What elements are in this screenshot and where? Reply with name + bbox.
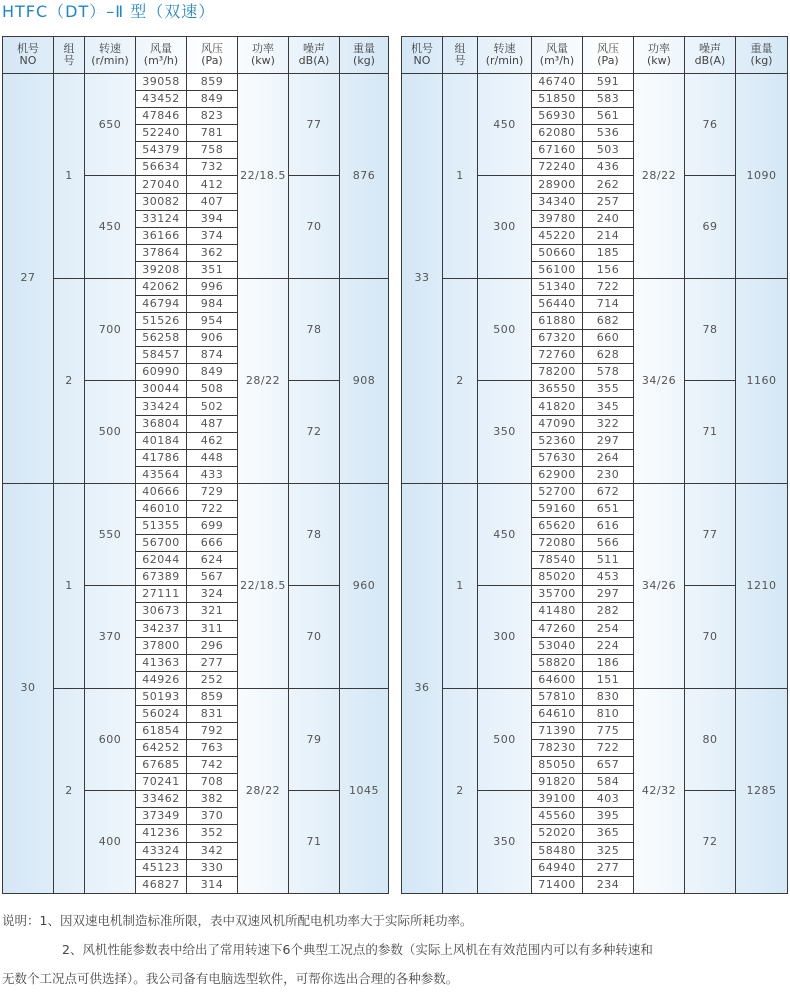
header-pressure: 风压 (Pa) — [583, 37, 634, 74]
pressure-cell: 355 — [583, 381, 634, 398]
flow-cell: 56024 — [136, 705, 187, 722]
flow-cell: 67685 — [136, 757, 187, 774]
weight-cell: 1210 — [736, 483, 788, 688]
flow-cell: 41236 — [136, 825, 187, 842]
flow-cell: 72240 — [532, 159, 583, 176]
pressure-cell: 874 — [187, 347, 238, 364]
pressure-cell: 831 — [187, 705, 238, 722]
pressure-cell: 758 — [187, 142, 238, 159]
pressure-cell: 151 — [583, 671, 634, 688]
flow-cell: 36550 — [532, 381, 583, 398]
flow-cell: 44926 — [136, 671, 187, 688]
flow-cell: 71400 — [532, 876, 583, 893]
pressure-cell: 277 — [187, 654, 238, 671]
note-line-1: 说明：1、因双速电机制造标准所限，表中双速风机所配电机功率大于实际所耗功率。 — [2, 913, 473, 928]
power-cell: 22/18.5 — [238, 74, 289, 279]
weight-cell: 960 — [340, 483, 389, 688]
note-line-2: 2、风机性能参数表中给出了常用转速下6个典型工况点的参数（实际上风机在有效范围内可以有多种转速和 — [62, 942, 653, 957]
power-cell: 42/32 — [634, 688, 685, 893]
speed-cell: 500 — [478, 278, 532, 380]
flow-cell: 58457 — [136, 347, 187, 364]
flow-cell: 42062 — [136, 278, 187, 295]
pressure-cell: 382 — [187, 791, 238, 808]
pressure-cell: 394 — [187, 210, 238, 227]
flow-cell: 28900 — [532, 176, 583, 193]
header-flow: 风量 (m³/h) — [532, 37, 583, 74]
machine-no-cell: 36 — [402, 483, 443, 893]
flow-cell: 64600 — [532, 671, 583, 688]
performance-table-right — [401, 36, 788, 894]
flow-cell: 46740 — [532, 74, 583, 91]
machine-no-cell: 30 — [3, 483, 54, 893]
flow-cell: 43324 — [136, 842, 187, 859]
pressure-cell: 342 — [187, 842, 238, 859]
flow-cell: 33462 — [136, 791, 187, 808]
table-row — [402, 74, 788, 91]
pressure-cell: 628 — [583, 347, 634, 364]
flow-cell: 37800 — [136, 637, 187, 654]
power-cell: 28/22 — [634, 74, 685, 279]
table-row — [3, 74, 389, 91]
flow-cell: 40666 — [136, 483, 187, 500]
speed-cell: 550 — [85, 483, 136, 585]
flow-cell: 54379 — [136, 142, 187, 159]
pressure-cell: 722 — [187, 500, 238, 517]
flow-cell: 64940 — [532, 859, 583, 876]
pressure-cell: 407 — [187, 193, 238, 210]
pressure-cell: 849 — [187, 91, 238, 108]
pressure-cell: 657 — [583, 757, 634, 774]
table-row — [3, 278, 389, 295]
pressure-cell: 374 — [187, 227, 238, 244]
header-power: 功率 (kw) — [238, 37, 289, 74]
pressure-cell: 859 — [187, 688, 238, 705]
pressure-cell: 729 — [187, 483, 238, 500]
pressure-cell: 185 — [583, 244, 634, 261]
flow-cell: 36804 — [136, 415, 187, 432]
pressure-cell: 566 — [583, 535, 634, 552]
noise-cell: 71 — [685, 381, 736, 483]
flow-cell: 41480 — [532, 603, 583, 620]
pressure-cell: 823 — [187, 108, 238, 125]
flow-cell: 39208 — [136, 261, 187, 278]
page-title: HTFC（DT）–Ⅱ 型（双速） — [2, 2, 216, 21]
power-cell: 28/22 — [238, 688, 289, 893]
flow-cell: 56100 — [532, 261, 583, 278]
pressure-cell: 567 — [187, 569, 238, 586]
pressure-cell: 584 — [583, 774, 634, 791]
flow-cell: 39780 — [532, 210, 583, 227]
header-speed: 转速 (r/min) — [85, 37, 136, 74]
weight-cell: 1045 — [340, 688, 389, 893]
noise-cell: 70 — [685, 586, 736, 688]
speed-cell: 450 — [478, 74, 532, 176]
flow-cell: 53040 — [532, 637, 583, 654]
flow-cell: 41786 — [136, 449, 187, 466]
noise-cell: 72 — [289, 381, 340, 483]
header-weight: 重量 (kg) — [340, 37, 389, 74]
noise-cell: 78 — [289, 483, 340, 585]
pressure-cell: 297 — [583, 432, 634, 449]
pressure-cell: 325 — [583, 842, 634, 859]
speed-cell: 450 — [478, 483, 532, 585]
noise-cell: 72 — [685, 791, 736, 894]
flow-cell: 52240 — [136, 125, 187, 142]
pressure-cell: 859 — [187, 74, 238, 91]
pressure-cell: 906 — [187, 330, 238, 347]
header-speed: 转速 (r/min) — [478, 37, 532, 74]
flow-cell: 57810 — [532, 688, 583, 705]
flow-cell: 45220 — [532, 227, 583, 244]
flow-cell: 47846 — [136, 108, 187, 125]
power-cell: 34/26 — [634, 278, 685, 483]
power-cell: 22/18.5 — [238, 483, 289, 688]
header-power: 功率 (kw) — [634, 37, 685, 74]
pressure-cell: 324 — [187, 586, 238, 603]
pressure-cell: 849 — [187, 364, 238, 381]
pressure-cell: 742 — [187, 757, 238, 774]
flow-cell: 78540 — [532, 552, 583, 569]
speed-cell: 500 — [85, 381, 136, 483]
flow-cell: 37349 — [136, 808, 187, 825]
speed-cell: 300 — [478, 176, 532, 278]
pressure-cell: 264 — [583, 449, 634, 466]
flow-cell: 72760 — [532, 347, 583, 364]
machine-no-cell: 33 — [402, 74, 443, 484]
flow-cell: 33424 — [136, 398, 187, 415]
pressure-cell: 370 — [187, 808, 238, 825]
flow-cell: 56440 — [532, 296, 583, 313]
speed-cell: 700 — [85, 278, 136, 380]
pressure-cell: 830 — [583, 688, 634, 705]
flow-cell: 30082 — [136, 193, 187, 210]
flow-cell: 56258 — [136, 330, 187, 347]
flow-cell: 51850 — [532, 91, 583, 108]
speed-cell: 650 — [85, 74, 136, 176]
flow-cell: 41363 — [136, 654, 187, 671]
flow-cell: 67320 — [532, 330, 583, 347]
pressure-cell: 682 — [583, 313, 634, 330]
flow-cell: 52360 — [532, 432, 583, 449]
flow-cell: 34237 — [136, 620, 187, 637]
flow-cell: 67389 — [136, 569, 187, 586]
flow-cell: 46010 — [136, 500, 187, 517]
pressure-cell: 651 — [583, 500, 634, 517]
pressure-cell: 352 — [187, 825, 238, 842]
pressure-cell: 314 — [187, 876, 238, 893]
weight-cell: 1090 — [736, 74, 788, 279]
flow-cell: 56930 — [532, 108, 583, 125]
speed-cell: 350 — [478, 791, 532, 894]
pressure-cell: 252 — [187, 671, 238, 688]
pressure-cell: 699 — [187, 518, 238, 535]
pressure-cell: 763 — [187, 740, 238, 757]
pressure-cell: 996 — [187, 278, 238, 295]
flow-cell: 62900 — [532, 466, 583, 483]
noise-cell: 78 — [685, 278, 736, 380]
flow-cell: 41820 — [532, 398, 583, 415]
pressure-cell: 186 — [583, 654, 634, 671]
table-row — [402, 483, 788, 500]
flow-cell: 61854 — [136, 722, 187, 739]
flow-cell: 62044 — [136, 552, 187, 569]
group-cell: 1 — [443, 483, 478, 688]
pressure-cell: 462 — [187, 432, 238, 449]
flow-cell: 45123 — [136, 859, 187, 876]
noise-cell: 77 — [685, 483, 736, 585]
pressure-cell: 282 — [583, 603, 634, 620]
pressure-cell: 321 — [187, 603, 238, 620]
header-pressure: 风压 (Pa) — [187, 37, 238, 74]
noise-cell: 70 — [289, 176, 340, 278]
pressure-cell: 781 — [187, 125, 238, 142]
pressure-cell: 412 — [187, 176, 238, 193]
flow-cell: 39100 — [532, 791, 583, 808]
flow-cell: 52700 — [532, 483, 583, 500]
header-machine-no: 机号 NO — [3, 37, 54, 74]
group-cell: 2 — [54, 278, 85, 483]
pressure-cell: 616 — [583, 518, 634, 535]
pressure-cell: 277 — [583, 859, 634, 876]
flow-cell: 72080 — [532, 535, 583, 552]
header-flow: 风量 (m³/h) — [136, 37, 187, 74]
flow-cell: 78200 — [532, 364, 583, 381]
flow-cell: 27111 — [136, 586, 187, 603]
flow-cell: 30673 — [136, 603, 187, 620]
noise-cell: 69 — [685, 176, 736, 278]
flow-cell: 47090 — [532, 415, 583, 432]
header-group: 组 号 — [443, 37, 478, 74]
speed-cell: 450 — [85, 176, 136, 278]
flow-cell: 45560 — [532, 808, 583, 825]
pressure-cell: 448 — [187, 449, 238, 466]
power-cell: 34/26 — [634, 483, 685, 688]
pressure-cell: 511 — [583, 552, 634, 569]
header-machine-no: 机号 NO — [402, 37, 443, 74]
pressure-cell: 297 — [583, 586, 634, 603]
machine-no-cell: 27 — [3, 74, 54, 484]
group-cell: 2 — [443, 688, 478, 893]
noise-cell: 79 — [289, 688, 340, 790]
flow-cell: 51340 — [532, 278, 583, 295]
pressure-cell: 240 — [583, 210, 634, 227]
pressure-cell: 311 — [187, 620, 238, 637]
speed-cell: 300 — [478, 586, 532, 688]
flow-cell: 43452 — [136, 91, 187, 108]
flow-cell: 61880 — [532, 313, 583, 330]
pressure-cell: 254 — [583, 620, 634, 637]
flow-cell: 65620 — [532, 518, 583, 535]
pressure-cell: 810 — [583, 705, 634, 722]
flow-cell: 51355 — [136, 518, 187, 535]
group-cell: 1 — [54, 483, 85, 688]
pressure-cell: 578 — [583, 364, 634, 381]
weight-cell: 1160 — [736, 278, 788, 483]
flow-cell: 64610 — [532, 705, 583, 722]
weight-cell: 1285 — [736, 688, 788, 893]
flow-cell: 85020 — [532, 569, 583, 586]
group-cell: 2 — [443, 278, 478, 483]
pressure-cell: 230 — [583, 466, 634, 483]
flow-cell: 30044 — [136, 381, 187, 398]
performance-table-left — [2, 36, 389, 894]
header-noise: 噪声 dB(A) — [289, 37, 340, 74]
pressure-cell: 714 — [583, 296, 634, 313]
flow-cell: 35700 — [532, 586, 583, 603]
power-cell: 28/22 — [238, 278, 289, 483]
flow-cell: 67160 — [532, 142, 583, 159]
pressure-cell: 732 — [187, 159, 238, 176]
noise-cell: 80 — [685, 688, 736, 790]
pressure-cell: 296 — [187, 637, 238, 654]
flow-cell: 27040 — [136, 176, 187, 193]
group-cell: 2 — [54, 688, 85, 893]
header-row — [3, 37, 389, 74]
pressure-cell: 433 — [187, 466, 238, 483]
flow-cell: 50193 — [136, 688, 187, 705]
pressure-cell: 365 — [583, 825, 634, 842]
pressure-cell: 403 — [583, 791, 634, 808]
flow-cell: 60990 — [136, 364, 187, 381]
header-row — [402, 37, 788, 74]
pressure-cell: 262 — [583, 176, 634, 193]
noise-cell: 70 — [289, 586, 340, 688]
pressure-cell: 708 — [187, 774, 238, 791]
flow-cell: 59160 — [532, 500, 583, 517]
flow-cell: 51526 — [136, 313, 187, 330]
flow-cell: 37864 — [136, 244, 187, 261]
header-group: 组 号 — [54, 37, 85, 74]
weight-cell: 876 — [340, 74, 389, 279]
flow-cell: 58480 — [532, 842, 583, 859]
pressure-cell: 330 — [187, 859, 238, 876]
flow-cell: 64252 — [136, 740, 187, 757]
noise-cell: 77 — [289, 74, 340, 176]
weight-cell: 908 — [340, 278, 389, 483]
flow-cell: 56700 — [136, 535, 187, 552]
flow-cell: 33124 — [136, 210, 187, 227]
pressure-cell: 351 — [187, 261, 238, 278]
flow-cell: 91820 — [532, 774, 583, 791]
notes — [2, 906, 788, 993]
table-row — [402, 278, 788, 295]
pressure-cell: 503 — [583, 142, 634, 159]
flow-cell: 78230 — [532, 740, 583, 757]
pressure-cell: 660 — [583, 330, 634, 347]
pressure-cell: 722 — [583, 740, 634, 757]
table-row — [402, 688, 788, 705]
flow-cell: 56634 — [136, 159, 187, 176]
flow-cell: 39058 — [136, 74, 187, 91]
table-row — [3, 483, 389, 500]
flow-cell: 47260 — [532, 620, 583, 637]
pressure-cell: 502 — [187, 398, 238, 415]
flow-cell: 71390 — [532, 722, 583, 739]
pressure-cell: 984 — [187, 296, 238, 313]
pressure-cell: 224 — [583, 637, 634, 654]
header-noise: 噪声 dB(A) — [685, 37, 736, 74]
flow-cell: 46827 — [136, 876, 187, 893]
flow-cell: 52020 — [532, 825, 583, 842]
speed-cell: 600 — [85, 688, 136, 790]
flow-cell: 62080 — [532, 125, 583, 142]
flow-cell: 57630 — [532, 449, 583, 466]
flow-cell: 40184 — [136, 432, 187, 449]
speed-cell: 370 — [85, 586, 136, 688]
pressure-cell: 345 — [583, 398, 634, 415]
pressure-cell: 395 — [583, 808, 634, 825]
pressure-cell: 666 — [187, 535, 238, 552]
noise-cell: 76 — [685, 74, 736, 176]
pressure-cell: 257 — [583, 193, 634, 210]
flow-cell: 34340 — [532, 193, 583, 210]
flow-cell: 58820 — [532, 654, 583, 671]
table-row — [3, 688, 389, 705]
pressure-cell: 322 — [583, 415, 634, 432]
flow-cell: 46794 — [136, 296, 187, 313]
pressure-cell: 508 — [187, 381, 238, 398]
flow-cell: 70241 — [136, 774, 187, 791]
pressure-cell: 214 — [583, 227, 634, 244]
pressure-cell: 624 — [187, 552, 238, 569]
pressure-cell: 591 — [583, 74, 634, 91]
pressure-cell: 487 — [187, 415, 238, 432]
speed-cell: 350 — [478, 381, 532, 483]
flow-cell: 36166 — [136, 227, 187, 244]
header-weight: 重量 (kg) — [736, 37, 788, 74]
noise-cell: 71 — [289, 791, 340, 894]
pressure-cell: 156 — [583, 261, 634, 278]
note-line-3: 无数个工况点可供选择）。我公司备有电脑选型软件，可帮你选出合理的各种参数。 — [2, 971, 459, 986]
flow-cell: 50660 — [532, 244, 583, 261]
pressure-cell: 536 — [583, 125, 634, 142]
pressure-cell: 672 — [583, 483, 634, 500]
noise-cell: 78 — [289, 278, 340, 380]
pressure-cell: 234 — [583, 876, 634, 893]
pressure-cell: 583 — [583, 91, 634, 108]
group-cell: 1 — [54, 74, 85, 279]
flow-cell: 43564 — [136, 466, 187, 483]
pressure-cell: 792 — [187, 722, 238, 739]
flow-cell: 85050 — [532, 757, 583, 774]
pressure-cell: 775 — [583, 722, 634, 739]
speed-cell: 400 — [85, 791, 136, 894]
pressure-cell: 453 — [583, 569, 634, 586]
pressure-cell: 954 — [187, 313, 238, 330]
pressure-cell: 362 — [187, 244, 238, 261]
pressure-cell: 436 — [583, 159, 634, 176]
pressure-cell: 722 — [583, 278, 634, 295]
pressure-cell: 561 — [583, 108, 634, 125]
group-cell: 1 — [443, 74, 478, 279]
speed-cell: 500 — [478, 688, 532, 790]
